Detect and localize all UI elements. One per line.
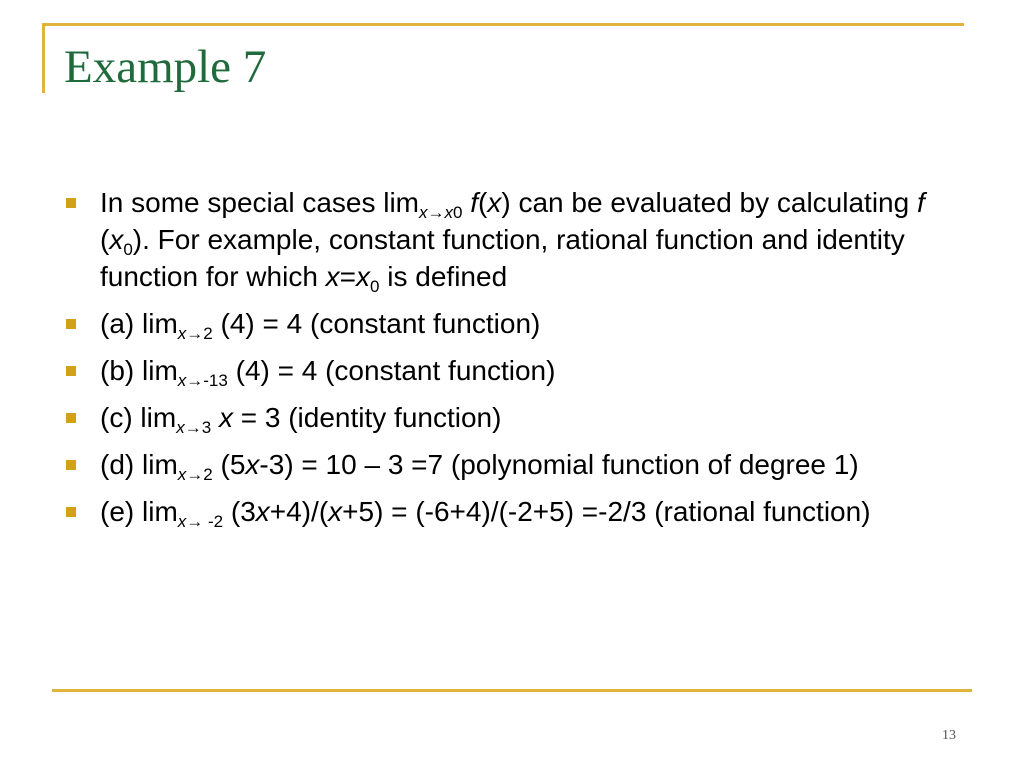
variable-subscript: 0 xyxy=(370,277,380,296)
bullet-marker-icon xyxy=(66,460,76,470)
limit-subscript-index: 0 xyxy=(453,203,463,222)
limit-variable: x xyxy=(177,371,187,390)
bullet-text: (a) lim xyxy=(100,308,178,339)
bullet-marker-icon xyxy=(66,198,76,208)
bullet-list xyxy=(62,184,962,540)
top-border-line xyxy=(42,23,964,26)
limit-target: →2 xyxy=(186,465,213,484)
bullet-text: (4) = 4 (constant function) xyxy=(212,308,541,339)
bullet-text: ( xyxy=(100,224,110,255)
bullet-text: +4)/( xyxy=(269,496,329,527)
bullet-item-c xyxy=(62,399,962,436)
limit-subscript xyxy=(178,371,228,390)
variable-symbol: x xyxy=(109,224,124,255)
bullet-text: = 3 (identity function) xyxy=(232,402,502,433)
bullet-text: (4) = 4 (constant function) xyxy=(227,355,556,386)
page-number: 13 xyxy=(942,728,956,743)
bullet-item-a xyxy=(62,305,962,342)
bullet-text: -3) = 10 – 3 =7 (polynomial function of degree 1) xyxy=(259,449,859,480)
limit-subscript xyxy=(419,203,462,222)
variable-symbol: x xyxy=(218,402,233,433)
function-symbol: f xyxy=(470,187,479,218)
variable-subscript: 0 xyxy=(123,240,133,259)
bullet-text: (e) lim xyxy=(100,496,178,527)
variable-symbol: x xyxy=(325,261,340,292)
limit-target: →2 xyxy=(186,324,213,343)
bullet-marker-icon xyxy=(66,319,76,329)
limit-subscript xyxy=(176,418,211,437)
bullet-text: (d) lim xyxy=(100,449,178,480)
bullet-text: is defined xyxy=(379,261,508,292)
limit-target: →3 xyxy=(184,418,212,437)
limit-variable: x xyxy=(177,465,187,484)
bullet-text: (5 xyxy=(212,449,246,480)
bullet-item-b xyxy=(62,352,962,389)
slide-title: Example 7 xyxy=(64,41,267,93)
limit-variable: x xyxy=(177,512,187,531)
bullet-text: ). For example, constant function, rational function and identity function for which xyxy=(100,224,905,292)
bullet-item-e xyxy=(62,493,962,530)
bullet-text: In some special cases lim xyxy=(100,187,420,218)
bullet-marker-icon xyxy=(66,366,76,376)
bullet-text: +5) = (-6+4)/(-2+5) =-2/3 (rational function) xyxy=(342,496,871,527)
bullet-item-intro xyxy=(62,184,962,295)
limit-subscript xyxy=(178,324,213,343)
bottom-border-line xyxy=(52,689,972,692)
limit-target: →-13 xyxy=(186,371,228,390)
limit-target: → -2 xyxy=(186,512,224,531)
limit-subscript xyxy=(178,512,223,531)
bullet-text: = xyxy=(339,261,357,292)
limit-variable: x→x xyxy=(419,203,454,222)
bullet-text: ) can be evaluated by calculating xyxy=(501,187,917,218)
variable-symbol: x xyxy=(245,449,260,480)
left-border-line xyxy=(42,23,45,93)
bullet-marker-icon xyxy=(66,507,76,517)
variable-symbol: x xyxy=(487,187,502,218)
bullet-marker-icon xyxy=(66,413,76,423)
bullet-text: (b) lim xyxy=(100,355,178,386)
variable-symbol: x xyxy=(328,496,343,527)
bullet-text xyxy=(211,402,219,433)
bullet-text: (c) lim xyxy=(100,402,177,433)
limit-variable: x xyxy=(176,418,185,437)
variable-symbol: x xyxy=(255,496,270,527)
bullet-text: ( xyxy=(478,187,488,218)
bullet-text: (3 xyxy=(223,496,256,527)
limit-subscript xyxy=(178,465,213,484)
variable-symbol: x xyxy=(356,261,371,292)
function-symbol: f xyxy=(916,187,925,218)
bullet-item-d xyxy=(62,446,962,483)
limit-variable: x xyxy=(177,324,187,343)
